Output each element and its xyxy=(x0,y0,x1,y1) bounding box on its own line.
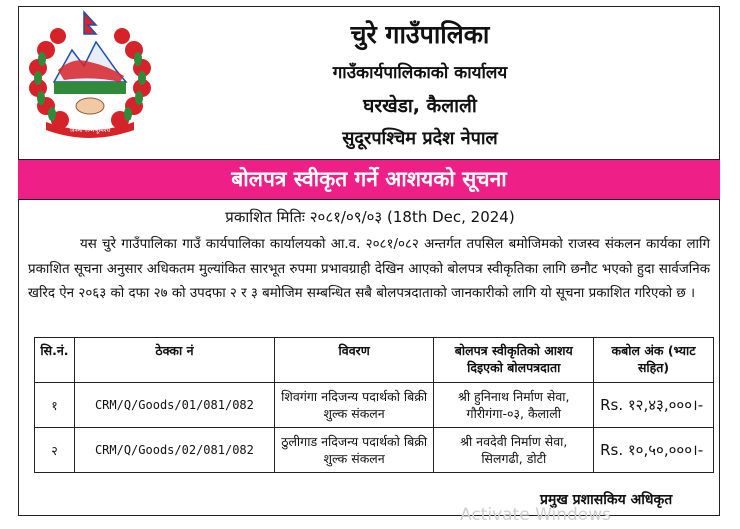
cell-amount: Rs. १२,४३,०००।- xyxy=(594,383,714,428)
header-description: विवरण xyxy=(274,338,434,383)
cell-description: शिवगंगा नदिजन्य पदार्थको बिक्री शुल्क संकलन xyxy=(274,383,434,428)
cell-bidder: श्री हुनिनाथ निर्माण सेवा, गौरीगंगा-०३, कैलाली xyxy=(434,383,594,428)
table-row xyxy=(35,428,714,473)
header-amount: कबोल अंक (भ्याट सहित) xyxy=(594,338,714,383)
office-type: गाउँकार्यपालिकाको कार्यालय xyxy=(332,63,508,83)
cell-description: ठुलीगाड नदिजन्य पदार्थको बिक्री शुल्क संकलन xyxy=(274,428,434,473)
bid-acceptance-table xyxy=(34,337,714,473)
notice-body: यस चुरे गाउँपालिका गाउँ कार्यपालिका कार्यालयको आ.व. २०८१/०८२ अन्तर्गत तपसिल बमोजिमको राजस्व संकलन कार्यका लागि प्रकाशित सूचना अनुसार अधिकतम मुल्यांकित सारभूत रुपमा प्रभावग्राही देखिन आएको बोलपत्र स्वीकृतिका लागि छनौट भएको हुदा सार्वजनिक खरिद ऐन २०६३ को दफा २७ को उपदफा २ र ३ बमोजिम सम्बन्धित सबै बोलपत्रदाताको जानकारीको लागि यो सूचना प्रकाशित गरिएको छ । xyxy=(28,237,710,301)
table-header-row xyxy=(35,338,714,383)
header-contract-no: ठेक्का नं xyxy=(74,338,274,383)
cell-sn: १ xyxy=(35,383,75,428)
cell-contract-no: CRM/Q/Goods/02/081/082 xyxy=(74,428,274,473)
province-name: सुदूरपश्चिम प्रदेश नेपाल xyxy=(342,128,498,149)
table-row xyxy=(35,383,714,428)
cell-sn: २ xyxy=(35,428,75,473)
office-location: घरखेडा, कैलाली xyxy=(363,95,477,117)
notice-title: बोलपत्र स्वीकृत गर्ने आशयको सूचना xyxy=(18,159,720,200)
header-bidder: बोलपत्र स्वीकृतिको आशय दिइएको बोलपत्रदाता xyxy=(434,338,594,383)
office-name: चुरे गाउँपालिका xyxy=(350,20,490,49)
cell-contract-no: CRM/Q/Goods/01/081/082 xyxy=(74,383,274,428)
cell-amount: Rs. १०,५०,०००।- xyxy=(594,428,714,473)
signatory-title: प्रमुख प्रशासकिय अधिकृत xyxy=(540,492,673,508)
cell-bidder: श्री नवदेवी निर्माण सेवा, सिलगढी, डोटी xyxy=(434,428,594,473)
published-date: प्रकाशित मितिः २०८१/०९/०३ (18th Dec, 2024) xyxy=(225,208,515,226)
svg-text:जननी जन्मभूमिश्च: जननी जन्मभूमिश्च xyxy=(69,127,111,134)
header-sn: सि.नं. xyxy=(35,338,75,383)
activate-windows-watermark: Activate Windows xyxy=(460,505,611,525)
nepal-emblem-logo xyxy=(24,10,156,140)
